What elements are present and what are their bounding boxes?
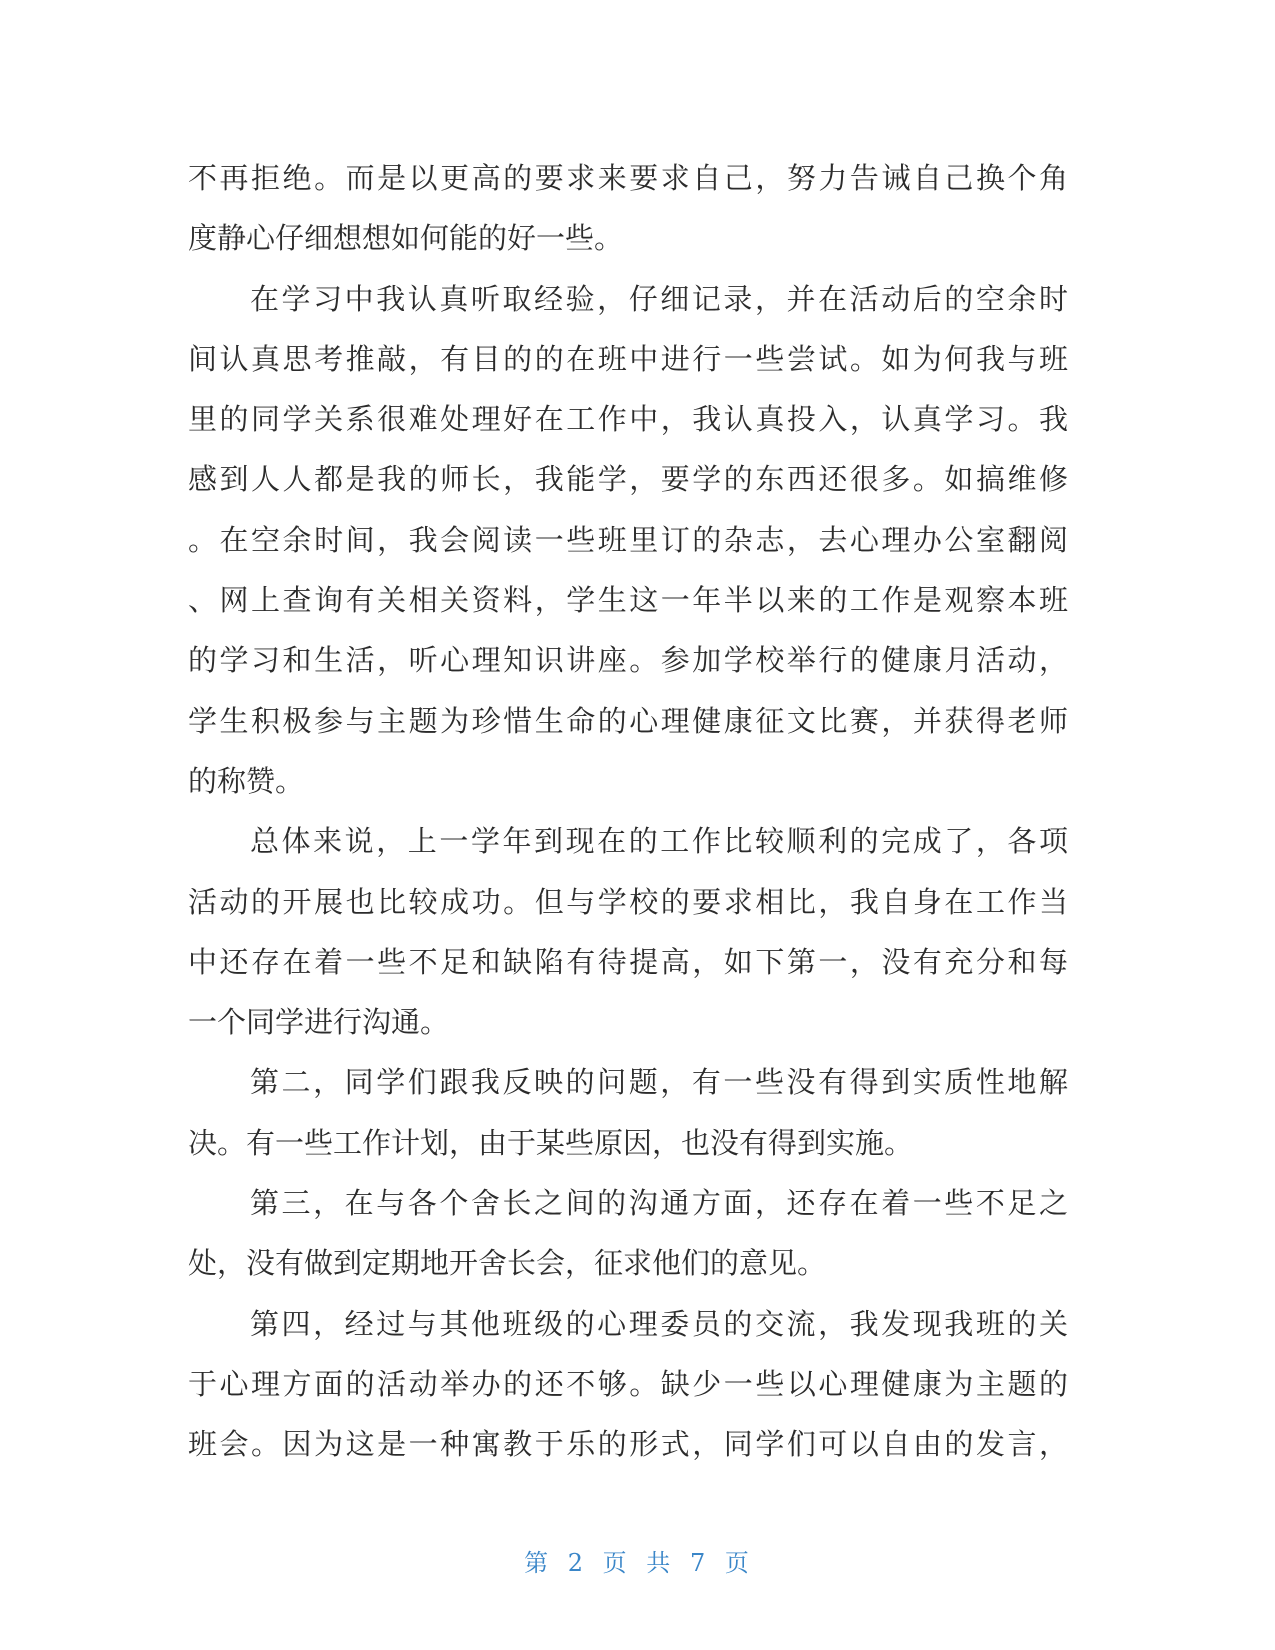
text-line: 于心理方面的活动举办的还不够。缺少一些以心理健康为主题的 xyxy=(188,1366,1068,1401)
document-body xyxy=(188,148,1068,1475)
text-line: 度静心仔细想想如何能的好一些。 xyxy=(188,221,624,256)
text-line: 感到人人都是我的师长，我能学，要学的东西还很多。如搞维修 xyxy=(188,462,1068,497)
text-line: 总体来说，上一学年到现在的工作比较顺利的完成了，各项 xyxy=(250,824,1068,859)
text-line: 间认真思考推敲，有目的的在班中进行一些尝试。如为何我与班 xyxy=(188,341,1068,376)
text-line: 中还存在着一些不足和缺陷有待提高，如下第一，没有充分和每 xyxy=(188,944,1068,979)
text-line: 、网上查询有关相关资料，学生这一年半以来的工作是观察本班 xyxy=(188,583,1068,618)
text-line: 第四，经过与其他班级的心理委员的交流，我发现我班的关 xyxy=(250,1306,1068,1341)
text-line: 在学习中我认真听取经验，仔细记录，并在活动后的空余时 xyxy=(250,281,1068,316)
text-line: 处，没有做到定期地开舍长会，征求他们的意见。 xyxy=(188,1246,827,1281)
text-line: 里的同学关系很难处理好在工作中，我认真投入，认真学习。我 xyxy=(188,402,1068,437)
text-line: 第二，同学们跟我反映的问题，有一些没有得到实质性地解 xyxy=(250,1065,1068,1100)
text-line: 。在空余时间，我会阅读一些班里订的杂志，去心理办公室翻阅 xyxy=(188,522,1068,557)
text-line: 不再拒绝。而是以更高的要求来要求自己，努力告诫自己换个角 xyxy=(188,161,1068,195)
text-line: 班会。因为这是一种寓教于乐的形式，同学们可以自由的发言， xyxy=(188,1427,1068,1462)
text-line: 活动的开展也比较成功。但与学校的要求相比，我自身在工作当 xyxy=(188,884,1068,919)
text-line: 一个同学进行沟通。 xyxy=(188,1005,450,1040)
text-line: 的称赞。 xyxy=(188,763,305,798)
text-line: 决。有一些工作计划，由于某些原因，也没有得到实施。 xyxy=(188,1125,914,1160)
page-number-footer: 第 2 页 共 7 页 xyxy=(524,1549,751,1577)
text-line: 的学习和生活，听心理知识讲座。参加学校举行的健康月活动， xyxy=(188,643,1068,678)
text-line: 学生积极参与主题为珍惜生命的心理健康征文比赛，并获得老师 xyxy=(188,703,1068,738)
text-line: 第三，在与各个舍长之间的沟通方面，还存在着一些不足之 xyxy=(250,1186,1068,1221)
